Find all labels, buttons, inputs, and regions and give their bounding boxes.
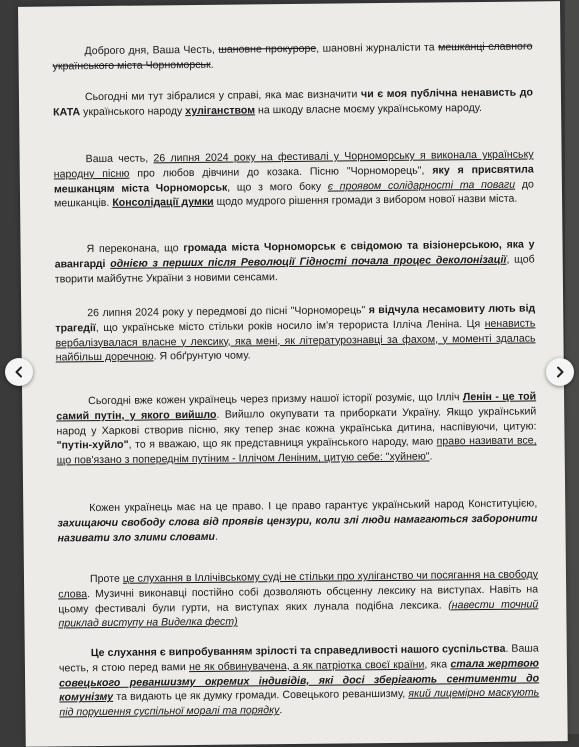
text-run: (навести точний приклад виступу на Виделка фест)	[58, 598, 539, 630]
text-run: є проявом солідарності та поваги	[327, 178, 516, 193]
previous-image-button[interactable]	[5, 358, 33, 386]
text-run: , щоб творити майбутнє України з новими сенсами.	[54, 253, 535, 286]
text-run: я відчула несамовиту лють від трагедії	[55, 302, 536, 335]
text-run: Ленін - це той самий путін, у якого вийшло	[56, 390, 537, 423]
paragraph-greeting	[52, 39, 532, 74]
paragraph-community	[54, 237, 534, 286]
text-run: .	[429, 450, 433, 463]
text-run: захищаючи свободу слова від проявів цензури, коли злі люди намагаються заборонити називати зло злими словами	[57, 512, 538, 545]
text-run: .	[210, 58, 214, 71]
text-run: Ваша честь,	[85, 152, 154, 166]
text-run: Сьогодні вже кожен українець через призму нашої історії розуміє, що Ілліч	[88, 391, 463, 408]
paragraph-maturity	[59, 641, 540, 720]
text-run: українського народу	[80, 104, 186, 118]
text-run: . Вийшло окупувати та приборкати Україну. Якщо український народ у Харкові створив пісню, яку тепер знає кожна українська дитина, наспівуючи, цитую:	[56, 405, 537, 438]
text-run: шановне прокуроре	[218, 42, 317, 56]
text-run: Проте	[89, 572, 123, 586]
text-run: однією з перших після Революції Гідності почала процес деколонізації	[110, 253, 507, 270]
text-run: хуліганством	[185, 104, 256, 117]
text-run: Це слухання є випробуванням зрілості та справедливості нашого суспільства	[90, 642, 506, 660]
text-run: яку я присвятила мешканцям міста Чорноморськ	[53, 163, 534, 196]
text-run: 26 липня 2024 року у передмові до пісні "Чорноморець"	[87, 304, 369, 320]
paragraph-anger	[55, 301, 536, 365]
text-run: чи є моя публічна ненависть до КАТА	[53, 86, 533, 119]
text-run: на шкоду власне моєму українському народу.	[254, 101, 483, 117]
text-run: до мешканців.	[54, 178, 534, 210]
text-run: про любов дівчини до козака. Пісню "Чорноморець",	[129, 164, 433, 180]
text-run: Доброго дня, Ваша Честь,	[84, 43, 219, 58]
text-run: та видають це як думку громади. Совецького реваншизму,	[113, 688, 409, 704]
text-run: . Музичні виконавці постійно собі дозволяють обсценну лексику на виступах. Навіть на цьому фестивалі були гурти, на виступах яких лунала подібна лексика.	[58, 583, 539, 616]
text-run: Консолідації думки	[112, 196, 214, 210]
text-run: 26 липня 2024 року на фестивалі у Чорноморську я виконала українську народну пісню	[53, 148, 534, 181]
text-run: це слухання в Іллічівському суді не стільки про хуліганство чи посягання на свободу слова	[58, 568, 539, 601]
text-run: , що з мого боку	[227, 180, 328, 194]
text-run: , яка	[424, 658, 451, 671]
paragraph-lenin-putin	[56, 389, 537, 468]
paragraph-case-intro	[53, 85, 533, 120]
text-run: .	[279, 704, 283, 717]
text-run: , шановні журналісти та	[316, 41, 439, 55]
text-run: . Я обґрунтую чому.	[153, 349, 251, 363]
text-run: право називати все, що пов'язано з попереднім путіним - Іллічом Леніним, цитую себе: "хуйнею"	[56, 434, 537, 467]
paragraph-festival	[54, 147, 535, 211]
paragraph-hearing	[58, 567, 539, 631]
text-run: мешканці славного українського міста Чорноморськ	[52, 40, 533, 73]
text-run: стала жертвою совецького реваншизму окремих індивідів, які досі зберігають сентименти до комунізму	[59, 657, 540, 704]
text-run: який лицемірно маскують під порушення суспільної моралі та порядку	[59, 686, 540, 719]
text-run: "путін-хуйло"	[56, 439, 129, 452]
chevron-right-icon	[554, 366, 566, 378]
text-run: Сьогодні ми тут зібралися у справі, яка має визначити	[84, 88, 362, 104]
text-run: щодо мудрого рішення громади з вибором нової назви міста.	[213, 193, 518, 209]
text-run: Кожен українець має на це право. І це право гарантує український народ Конституцією,	[89, 497, 538, 515]
text-run: .	[214, 530, 219, 543]
text-run: , що українське місто стільки років носило ім'я терориста Ілліча Леніна. Ця	[95, 317, 485, 334]
text-run: , то я вважаю, що як представниця українського народу, маю	[128, 435, 437, 452]
text-run: не як обвинувачена, а як патріотка своєї країни	[188, 658, 425, 673]
text-run: . Ваша честь, я стою перед вами	[58, 642, 539, 675]
document-page	[18, 1, 568, 747]
next-image-button[interactable]	[546, 358, 574, 386]
text-run: Я переконана, що	[86, 242, 184, 256]
text-run: ненависть вербалізувалася власне у лексику, яка мені, як літературознавці за фахом, у моменті здалась найбільш доречною	[55, 317, 536, 364]
chevron-left-icon	[13, 366, 25, 378]
text-run: громада міста Чорноморськ є свідомою та візіонерською, яка у авангарді	[54, 238, 535, 271]
paragraph-constitution	[57, 496, 537, 545]
